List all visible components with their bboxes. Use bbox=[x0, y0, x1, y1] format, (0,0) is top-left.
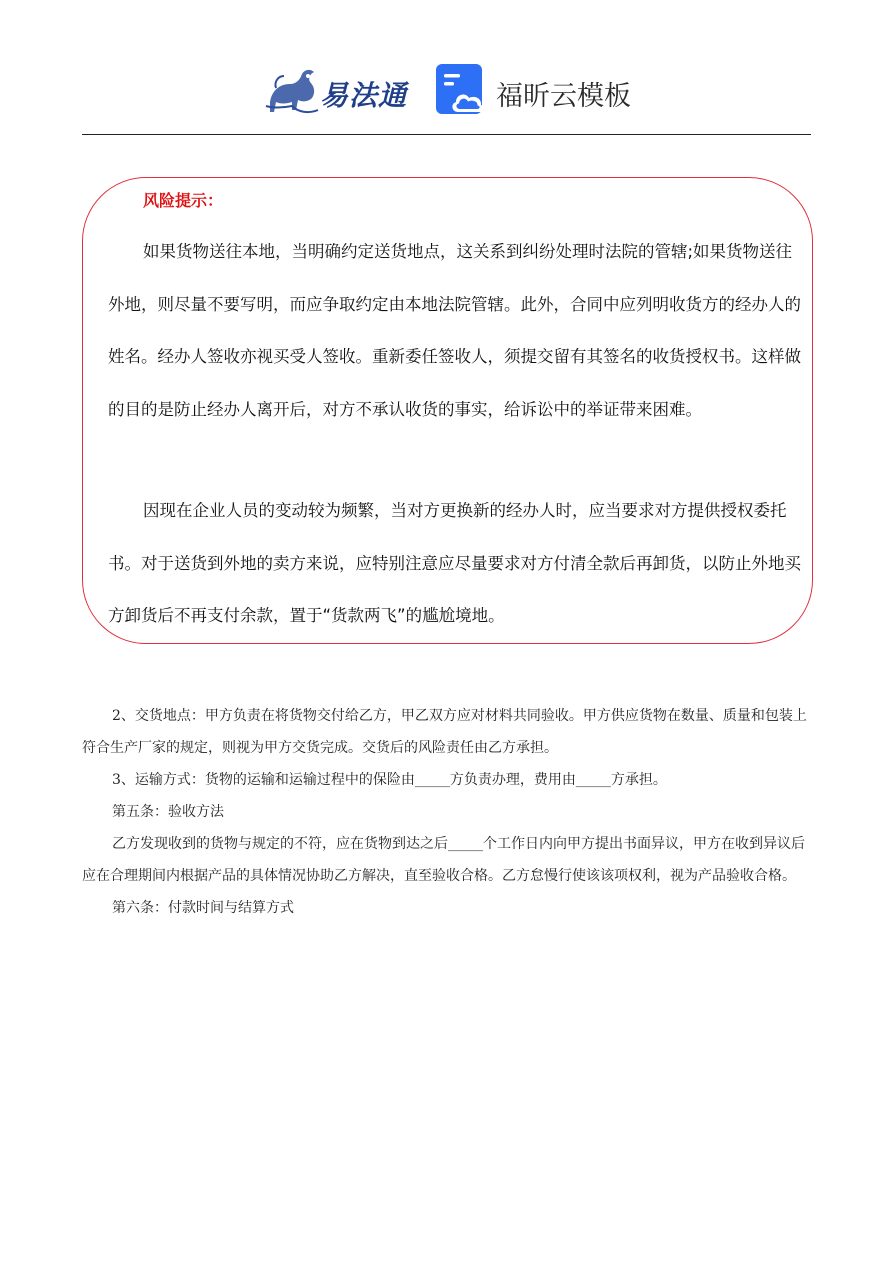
clause-delivery-location: 2、交货地点：甲方负责在将货物交付给乙方，甲乙双方应对材料共同验收。甲方供应货物在数量、质量和包装上符合生产厂家的规定，则视为甲方交货完成。交货后的风险责任由乙方承担。 bbox=[82, 708, 807, 756]
contract-body bbox=[82, 700, 813, 924]
article-six-heading: 第六条：付款时间与结算方式 bbox=[112, 900, 294, 916]
fuxin-cloud-template-logo bbox=[436, 64, 656, 120]
fuxin-brand-name: 福昕云模板 bbox=[496, 81, 631, 112]
yifatong-brand-name: 易法通 bbox=[320, 79, 408, 112]
article-five-heading: 第五条：验收方法 bbox=[112, 804, 224, 820]
header-divider bbox=[82, 134, 811, 135]
clause-transport-method: 3、运输方式：货物的运输和运输过程中的保险由_____方负责办理，费用由_____方承担。 bbox=[112, 772, 667, 788]
risk-notice-paragraph: 因现在企业人员的变动较为频繁，当对方更换新的经办人时，应当要求对方提供授权委托书。对于送货到外地的卖方来说，应特别注意应尽量要求对方付清全款后再卸货，以防止外地买方卸货后不再支付余款，置于“货款两飞”的尴尬境地。 bbox=[108, 501, 801, 625]
risk-notice-title: 风险提示： bbox=[143, 191, 224, 210]
cloud-document-icon bbox=[436, 64, 488, 116]
qilin-emblem-icon bbox=[262, 62, 322, 120]
risk-notice-paragraph: 如果货物送往本地，当明确约定送货地点，这关系到纠纷处理时法院的管辖;如果货物送往外地，则尽量不要写明，而应争取约定由本地法院管辖。此外，合同中应列明收货方的经办人的姓名。经办人签收亦视买受人签收。重新委任签收人，须提交留有其签名的收货授权书。这样做的目的是防止经办人离开后，对方不承认收货的事实，给诉讼中的举证带来困难。 bbox=[108, 242, 801, 419]
clause-acceptance: 乙方发现收到的货物与规定的不符，应在货物到达之后_____个工作日内向甲方提出书面异议，甲方在收到异议后应在合理期间内根据产品的具体情况协助乙方解决，直至验收合格。乙方怠慢行使该该项权利，视为产品验收合格。 bbox=[82, 836, 805, 884]
yifatong-logo bbox=[262, 62, 412, 120]
page-header bbox=[0, 50, 893, 130]
